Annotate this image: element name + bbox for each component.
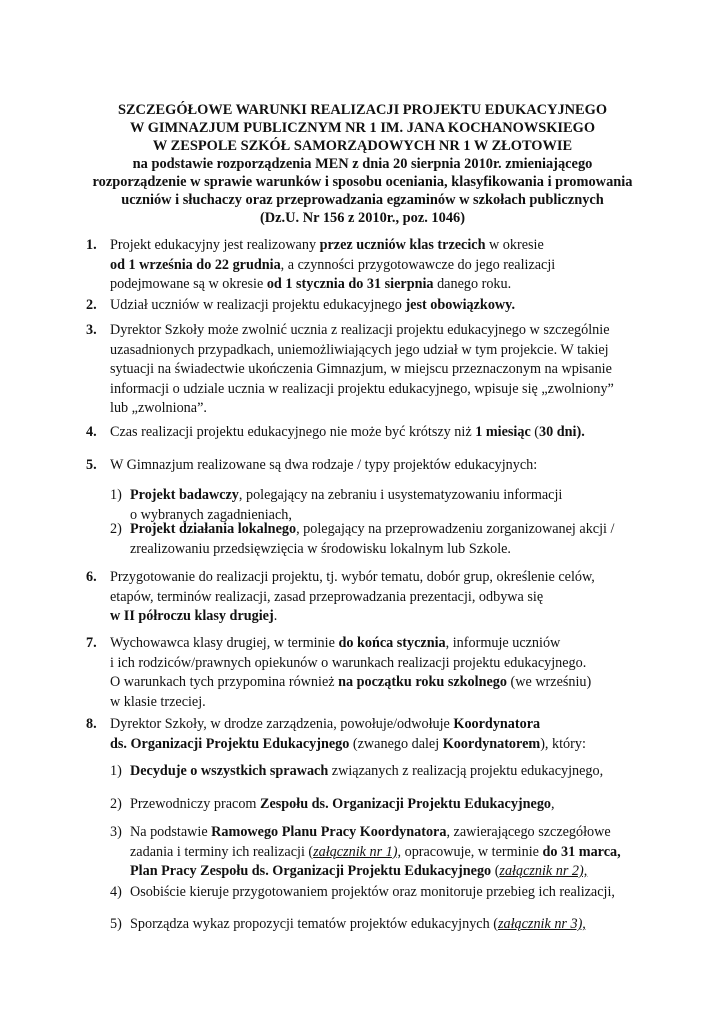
text: W Gimnazjum realizowane są dwa rodzaje / typy projektów edukacyjnych: xyxy=(110,457,538,473)
text: o wybranych zagadnieniach, xyxy=(130,506,292,523)
text: ( xyxy=(491,863,500,879)
title-line: SZCZEGÓŁOWE WARUNKI REALIZACJI PROJEKTU EDUKACYJNEGO xyxy=(117,102,608,118)
bold-text: 30 dni xyxy=(539,424,577,440)
bold-text: 1 miesiąc xyxy=(475,424,531,440)
title-line: W ZESPOLE SZKÓŁ SAMORZĄDOWYCH NR 1 W ZŁOTOWIE xyxy=(152,138,573,154)
item-number: 2. xyxy=(86,297,97,313)
sub-item-number: 5) xyxy=(110,916,122,932)
document-title xyxy=(90,101,635,227)
text: opracowuje, w terminie xyxy=(401,843,543,860)
bold-text: od 1 stycznia do 31 sierpnia xyxy=(266,276,434,292)
text: w klasie trzeciej. xyxy=(110,693,206,710)
text: O warunkach tych przypomina również xyxy=(110,674,339,690)
text: , polegający na przeprowadzeniu zorganizowanej akcji / xyxy=(296,521,615,537)
text: Przewodniczy pracom xyxy=(130,796,261,812)
bold-text: do 31 marca xyxy=(542,843,618,860)
sub-item-number: 2) xyxy=(110,521,122,537)
title-line: na podstawie rozporządzenia MEN z dnia 20 sierpnia 2010r. zmieniającego xyxy=(132,156,593,172)
item-number: 1. xyxy=(86,237,97,253)
text: sytuacji na świadectwie ukończenia Gimnazjum, w miejscu przeznaczonym na wpisanie xyxy=(110,361,612,377)
sub-item-number: 3) xyxy=(110,824,122,840)
bold-text: Projekt badawczy xyxy=(130,487,239,503)
text: Czas realizacji projektu edukacyjnego nie może być krótszy niż xyxy=(110,424,476,440)
text: podejmowane są w okresie xyxy=(110,276,267,292)
text: ( xyxy=(530,424,540,440)
item-number: 5. xyxy=(86,457,97,473)
text: uzasadnionych przypadkach, uniemożliwiających jego udział w tym projekcie. W takiej xyxy=(110,341,609,358)
item-number: 7. xyxy=(86,635,97,651)
bold-text: Ramowego Planu Pracy Koordynatora xyxy=(211,824,447,840)
text: Projekt edukacyjny jest realizowany xyxy=(110,237,320,253)
text: Dyrektor Szkoły, w drodze zarządzenia, powołuje/odwołuje xyxy=(110,716,454,732)
sub-item-number: 4) xyxy=(110,884,122,900)
bold-text: Projekt działania lokalnego xyxy=(130,521,297,537)
item-number: 3. xyxy=(86,322,97,338)
text: (zwanego dalej xyxy=(349,735,443,752)
text: Na podstawie xyxy=(130,824,212,840)
text: Dyrektor Szkoły może zwolnić ucznia z realizacji projektu edukacyjnego w szczególnie xyxy=(110,322,610,338)
bold-text: na początku roku szkolnego xyxy=(338,674,507,690)
bold-text: Plan Pracy Zespołu ds. Organizacji Projektu Edukacyjnego xyxy=(130,863,492,879)
text: , polegający na zebraniu i usystematyzowaniu informacji xyxy=(238,487,563,503)
title-line: W GIMNAZJUM PUBLICZNYM NR 1 IM. JANA KOCHANOWSKIEGO xyxy=(129,120,596,136)
text: w okresie xyxy=(485,237,544,253)
text: , zawierającego szczegółowe xyxy=(446,824,611,840)
text: Udział uczniów w realizacji projektu edukacyjnego xyxy=(110,297,406,313)
bold-text: od 1 września do 22 grudnia xyxy=(110,256,281,273)
text: Wychowawca klasy drugiej, w terminie xyxy=(110,635,339,651)
attachment-reference: załącznik nr 1), xyxy=(313,843,402,860)
text: i ich rodziców/prawnych opiekunów o warunkach realizacji projektu edukacyjnego. xyxy=(110,654,587,671)
text: lub „zwolniona”. xyxy=(110,400,207,416)
text: ), który: xyxy=(540,735,586,752)
text: zrealizowaniu przedsięwzięcia w środowisku lokalnym lub Szkole. xyxy=(130,540,511,557)
bold-text: , xyxy=(617,843,621,860)
bold-text: Decyduje o wszystkich sprawach xyxy=(130,763,329,779)
bold-text: do końca stycznia xyxy=(338,635,446,651)
bold-text: Koordynatora xyxy=(453,716,541,732)
title-line: rozporządzenie w sprawie warunków i sposobu oceniania, klasyfikowania i promowania xyxy=(92,174,633,190)
sub-item-number: 2) xyxy=(110,796,122,812)
title-line: (Dz.U. Nr 156 z 2010r., poz. 1046) xyxy=(259,210,466,226)
attachment-reference: załącznik nr 2), xyxy=(499,863,588,879)
text: danego roku. xyxy=(433,276,512,292)
text: etapów, terminów realizacji, zasad przeprowadzania prezentacji, odbywa się xyxy=(110,588,544,605)
bold-text: Zespołu ds. Organizacji Projektu Edukacyjnego xyxy=(260,796,552,812)
item-number: 6. xyxy=(86,569,97,585)
item-number: 4. xyxy=(86,424,97,440)
bold-text: ). xyxy=(576,424,585,440)
text: , xyxy=(551,796,555,812)
text: związanych z realizacją projektu edukacyjnego, xyxy=(328,763,604,779)
attachment-reference: załącznik nr 3), xyxy=(497,916,586,932)
text: informacji o udziale ucznia w realizacji projektu edukacyjnego, wpisuje się „zwolniony” xyxy=(110,380,614,397)
text: zadania i terminy ich realizacji ( xyxy=(130,843,314,860)
text: Przygotowanie do realizacji projektu, tj. wybór tematu, dobór grup, określenie celów, xyxy=(110,569,595,585)
title-line: uczniów i słuchaczy oraz przeprowadzania egzaminów w szkołach publicznych xyxy=(121,192,604,208)
bold-text: ds. Organizacji Projektu Edukacyjnego xyxy=(110,735,350,752)
sub-item-number: 1) xyxy=(110,763,122,779)
bold-text: przez uczniów klas trzecich xyxy=(319,237,486,253)
text: Sporządza wykaz propozycji tematów projektów edukacyjnych ( xyxy=(130,916,498,932)
bold-text: Koordynatorem xyxy=(442,735,541,752)
text: Osobiście kieruje przygotowaniem projektów oraz monitoruje przebieg ich realizacji, xyxy=(130,884,615,900)
text: , a czynności przygotowawcze do jego realizacji xyxy=(280,256,556,273)
text: , informuje uczniów xyxy=(445,635,561,651)
item-number: 8. xyxy=(86,716,97,732)
bold-text: w II półroczu klasy drugiej xyxy=(110,608,274,624)
text: . xyxy=(273,608,278,624)
bold-text: jest obowiązkowy. xyxy=(405,297,516,313)
text: (we wrześniu) xyxy=(506,674,592,690)
sub-item-number: 1) xyxy=(110,487,122,503)
